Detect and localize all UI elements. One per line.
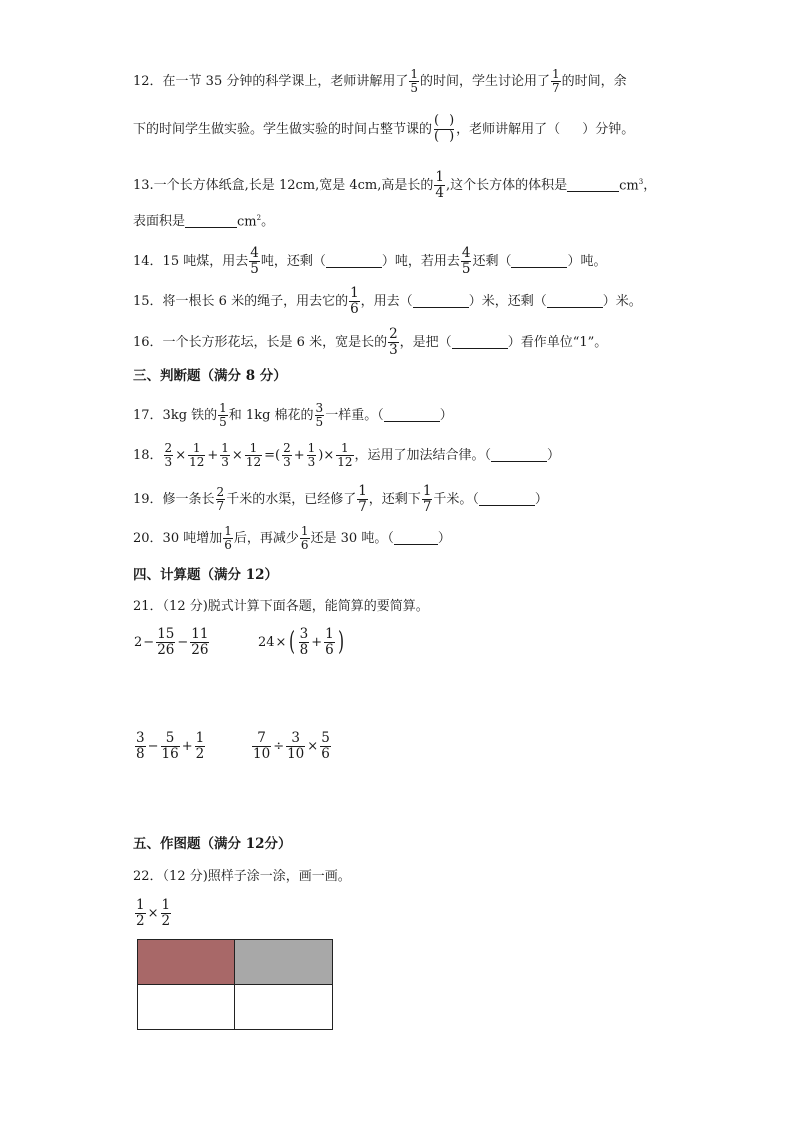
q19-fraction-2: 1 7 (358, 483, 367, 515)
q18-symbol-5: + (293, 448, 305, 464)
q18-fraction-6: $\frac{1}{3}$ (307, 441, 316, 470)
q14-text-4: 还剩（ (472, 253, 512, 269)
q21-expression-3 (134, 731, 206, 762)
q22-fraction-2: $\frac{1}{2}$ (161, 897, 171, 929)
q13-text-1: 13.一个长方体纸盒,长是 12cm,宽是 4cm,高是长的 (133, 177, 434, 193)
q19-text-1: 19．修一条长 (133, 491, 215, 507)
q15-blank-2[interactable] (547, 295, 603, 308)
q18-symbol-6: )× (318, 448, 335, 464)
q21-e1-term: 2 (134, 634, 143, 650)
q22-shading-grid (137, 939, 333, 1030)
q21-e3-symbol-2: + (181, 738, 193, 754)
q12-text-5: ，老师讲解用了（ (456, 121, 561, 137)
q18-symbol-1: × (175, 448, 187, 464)
q12-fraction-2: 1 7 (552, 67, 560, 96)
q21-e4-symbol-1: ÷ (273, 738, 285, 754)
q12-text-3: 的时间，余 (561, 74, 627, 90)
q18-fraction-7: $\frac{1}{12}$ (337, 441, 353, 470)
q21-e2-symbol-2: + (311, 634, 323, 650)
q17-text-4: ） (439, 408, 453, 424)
q21-expression-4 (251, 731, 332, 762)
q17-line (133, 402, 453, 429)
q20-text-2: 后，再减少 (233, 531, 299, 547)
q15-line (133, 286, 642, 317)
q21-e1-fraction-2: $\frac{11}{26}$ (191, 626, 209, 658)
q21-e3-fraction-2: $\frac{5}{16}$ (161, 730, 179, 762)
q19-line (133, 484, 548, 515)
q21-e4-fraction-1: $\frac{7}{10}$ (253, 730, 271, 762)
q18-symbol-2: + (207, 448, 219, 464)
grid-cell-top-right-shaded[interactable] (235, 940, 332, 985)
q14-fraction-1: 4 5 (250, 245, 259, 277)
q19-text-3: ，还剩下 (368, 491, 421, 507)
q19-blank[interactable] (479, 493, 535, 506)
q21-expression-1 (134, 627, 210, 658)
q21-intro: 21．（12 分)脱式计算下面各题，能简算的要简算。 (133, 599, 429, 614)
q12-text-1: 12．在一节 35 分钟的科学课上，老师讲解用了 (133, 74, 409, 90)
q22-fraction-1: $\frac{1}{2}$ (136, 897, 145, 929)
q21-e4-symbol-2: × (307, 738, 319, 754)
q12-blank-fraction[interactable]: ( ) ( ) (434, 113, 455, 144)
q21-e2-term: 24 (258, 634, 275, 650)
q17-text-2: 和 1kg 棉花的 (228, 408, 314, 424)
q18-fraction-1: $\frac{2}{3}$ (164, 441, 173, 470)
q13-text-2: ,这个长方体的体积是 (445, 177, 568, 193)
q15-fraction-1: 1 6 (350, 285, 359, 317)
q13-text-5: 。 (261, 214, 275, 230)
section-3-heading: 三、判断题（满分 8 分） (133, 368, 287, 384)
q21-e2-paren-right: ) (337, 627, 344, 658)
q17-blank[interactable] (384, 409, 440, 422)
q15-text-1: 15．将一根长 6 米的绳子，用去它的 (133, 293, 349, 309)
q13-line1 (133, 170, 656, 201)
q21-e1-symbol-2: − (177, 634, 189, 650)
q17-text-3: 一样重。（ (325, 408, 384, 424)
q20-fraction-2: 1 6 (300, 524, 309, 553)
grid-cell-bottom-left[interactable] (138, 985, 235, 1030)
q21-e1-fraction-1: $\frac{15}{26}$ (157, 626, 175, 658)
q15-blank-1[interactable] (413, 295, 469, 308)
q13-area-blank[interactable] (185, 215, 237, 228)
q14-blank-2[interactable] (511, 255, 567, 268)
q15-text-3: ）米，还剩（ (468, 293, 547, 309)
q16-line (133, 327, 607, 358)
q22-intro: 22．（12 分)照样子涂一涂，画一画。 (133, 869, 351, 884)
q15-text-4: ）米。 (602, 293, 642, 309)
grid-cell-top-left-shaded[interactable] (138, 940, 235, 985)
q22-symbol-1: × (147, 905, 159, 921)
q21-e1-symbol-1: − (143, 634, 155, 650)
q12-text-2: 的时间，学生讨论用了 (420, 74, 551, 90)
q18-text-3: ） (547, 448, 561, 464)
q21-e3-symbol-1: − (147, 738, 159, 754)
q20-line (133, 525, 451, 552)
q19-text-4: 千米。（ (433, 491, 479, 507)
q16-fraction-1: 2 3 (389, 326, 398, 358)
q20-text-1: 20．30 吨增加 (133, 531, 223, 547)
q18-blank[interactable] (491, 449, 547, 462)
q19-fraction-1: 2 7 (216, 484, 225, 513)
q18-fraction-4: $\frac{1}{12}$ (245, 441, 262, 470)
q13-volume-blank[interactable] (567, 179, 619, 192)
q13-fraction-1: 1 4 (435, 169, 444, 201)
q21-e3-fraction-1: 3 8 (136, 730, 145, 762)
q18-line (133, 442, 560, 469)
q16-text-2: ，是把（ (399, 334, 452, 350)
q18-text-2: ，运用了加法结合律。（ (354, 448, 492, 464)
q12-text-4: 下的时间学生做实验。学生做实验的时间占整节课的 (133, 121, 433, 137)
q12-line2 (133, 114, 634, 145)
q21-e4-fraction-3: $\frac{5}{6}$ (321, 730, 330, 762)
q18-fraction-2: $\frac{1}{12}$ (189, 441, 205, 470)
q21-e2-paren-left: ( (289, 627, 296, 658)
q20-text-4: ） (437, 531, 451, 547)
q14-line (133, 246, 606, 277)
q21-e2-fraction-2: $\frac{1}{6}$ (325, 626, 334, 658)
q22-expression (134, 898, 172, 929)
q16-blank-1[interactable] (452, 336, 508, 349)
q19-text-2: 千米的水渠，已经修了 (226, 491, 357, 507)
q14-blank-1[interactable] (326, 255, 382, 268)
q12-fraction-1: 1 5 (410, 67, 418, 96)
q19-text-5: ） (534, 491, 548, 507)
q13-text-3: ， (643, 177, 657, 193)
q21-e4-fraction-2: $\frac{3}{10}$ (287, 730, 305, 762)
q20-fraction-1: 1 6 (224, 524, 232, 553)
q14-text-3: ）吨，若用去 (381, 253, 460, 269)
q14-text-5: ）吨。 (567, 253, 607, 269)
grid-cell-bottom-right[interactable] (235, 985, 332, 1030)
q14-fraction-2: 4 5 (461, 245, 471, 277)
q21-e2-symbol-1: × (275, 634, 287, 650)
q13-text-4: 表面积是 (133, 214, 186, 230)
section-4-heading: 四、计算题（满分 12） (133, 567, 278, 583)
q12-line1 (133, 68, 627, 95)
q21-e2-fraction-1: 3 8 (299, 626, 309, 658)
section-5-heading: 五、作图题（满分 12分） (133, 836, 292, 852)
q18-fraction-3: $\frac{1}{3}$ (221, 441, 229, 470)
q17-fraction-2: 3 5 (315, 401, 324, 430)
q17-text-1: 17．3kg 铁的 (133, 408, 218, 424)
q21-e3-fraction-3: $\frac{1}{2}$ (195, 730, 205, 762)
q14-text-1: 14．15 吨煤，用去 (133, 253, 249, 269)
q14-text-2: 吨，还剩（ (260, 253, 326, 269)
q18-fraction-5: 2 3 (283, 441, 291, 470)
q12-text-6: ）分钟。 (582, 121, 635, 137)
q20-blank[interactable] (394, 532, 438, 545)
q20-text-3: 还是 30 吨。（ (310, 531, 394, 547)
q13-line2 (133, 215, 274, 228)
q13-unit-1: $cm^3$ (619, 177, 644, 193)
q18-symbol-4: =( (264, 448, 281, 464)
q17-fraction-1: 1 5 (219, 401, 227, 430)
q21-expression-2 (258, 627, 346, 658)
q15-text-2: ，用去（ (360, 293, 413, 309)
q16-text-1: 16．一个长方形花坛，长是 6 米，宽是长的 (133, 334, 388, 350)
q18-symbol-3: × (231, 448, 243, 464)
q13-unit-2: $cm^2$ (237, 214, 262, 230)
q16-text-3: ）看作单位“1”。 (507, 334, 608, 350)
q19-fraction-3: 1 7 (422, 483, 432, 515)
q18-text-1: 18． (133, 448, 163, 464)
